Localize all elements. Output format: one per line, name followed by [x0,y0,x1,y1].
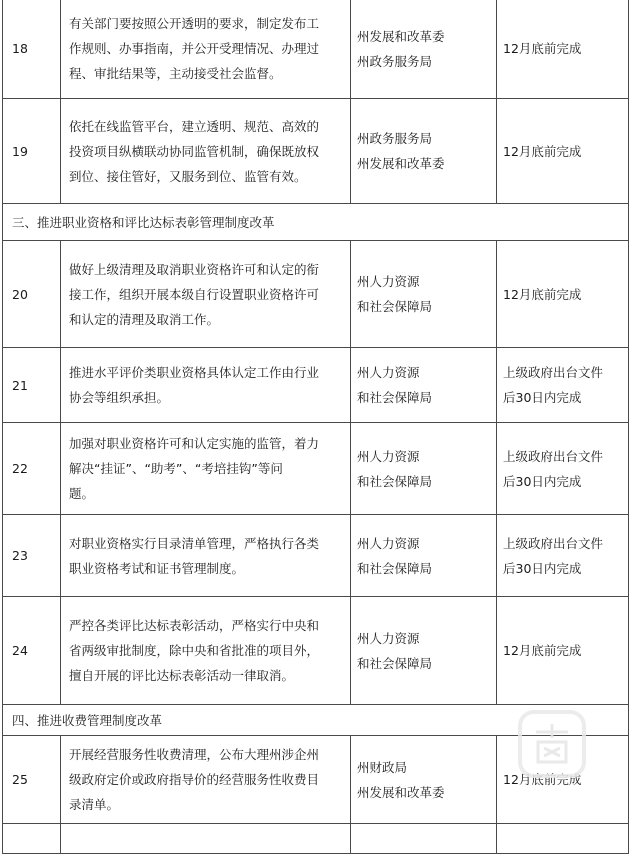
row-number: 21 [3,348,61,423]
task-cell [61,597,351,705]
responsible-dept-cell [351,515,497,597]
task-cell [61,348,351,423]
deadline-line: 上级政府出台文件 [503,365,604,380]
table-row [3,0,629,99]
watermark-logo-icon [516,708,588,780]
task-line: 录清单。 [69,797,120,812]
deadline-line: 12月底前完成 [503,41,582,56]
deadline-cell [497,348,629,423]
dept-line: 州发展和改革委 [357,28,445,44]
task-line: 题。 [69,486,95,501]
task-line: 做好上级清理及取消职业资格许可和认定的衔 [69,261,320,277]
deadline-line: 12月底前完成 [503,286,582,302]
empty-cell [497,824,629,854]
task-cell [61,99,351,204]
row-number: 19 [3,99,61,204]
row-number: 22 [3,423,61,515]
task-cell [61,423,351,515]
dept-line: 和社会保障局 [357,299,433,314]
row-number: 23 [3,515,61,597]
deadline-line: 12月底前完成 [503,772,582,787]
dept-line: 和社会保障局 [357,655,433,671]
deadline-cell [497,423,629,515]
task-line: 有关部门要按照公开透明的要求，制定发布工 [69,16,320,31]
dept-line: 和社会保障局 [357,473,433,489]
table-row-partial [3,824,629,854]
empty-cell [61,824,351,854]
task-line: 职业资格考试和证书管理制度。 [69,560,245,576]
dept-line: 州发展和改革委 [357,784,445,800]
task-line: 依托在线监管平台，建立透明、规范、高效的 [69,118,320,134]
deadline-line: 上级政府出台文件 [503,535,604,551]
table-row [3,423,629,515]
task-cell [61,736,351,824]
row-number: 20 [3,241,61,348]
task-line: 对职业资格实行目录清单管理，严格执行各类 [69,535,320,551]
task-cell [61,241,351,348]
task-line: 推进水平评价类职业资格具体认定工作由行业 [69,365,320,380]
task-line: 级政府定价或政府指导价的经营服务性收费目 [69,772,320,787]
section-title: 三、推进职业资格和评比达标表彰管理制度改革 [3,204,629,241]
task-line: 程、审批结果等，主动接受社会监督。 [69,66,282,81]
deadline-cell [497,597,629,705]
dept-line: 州人力资源 [357,630,420,646]
deadline-line: 12月底前完成 [503,143,582,159]
responsible-dept-cell [351,241,497,348]
responsible-dept-cell [351,348,497,423]
row-number: 25 [3,736,61,824]
task-line: 严控各类评比达标表彰活动，严格实行中央和 [69,618,320,633]
section-title: 四、推进收费管理制度改革 [3,705,629,736]
dept-line: 州人力资源 [357,274,420,289]
dept-line: 和社会保障局 [357,390,433,405]
deadline-line: 12月底前完成 [503,643,582,658]
table-row [3,241,629,348]
deadline-cell [497,0,629,99]
dept-line: 州人力资源 [357,535,420,551]
row-number: 24 [3,597,61,705]
table-row [3,348,629,423]
dept-line: 州财政局 [357,759,408,775]
deadline-line: 后30日内完成 [503,390,582,405]
deadline-cell [497,241,629,348]
task-line: 协会等组织承担。 [69,390,170,405]
table-row [3,597,629,705]
responsible-dept-cell [351,736,497,824]
task-line: 作规则、办事指南，并公开受理情况、办理过 [69,41,320,56]
deadline-cell [497,99,629,204]
responsible-dept-cell [351,99,497,204]
responsible-dept-cell [351,0,497,99]
task-line: 到位、接住管好，又服务到位、监管有效。 [69,168,307,184]
row-number: 18 [3,0,61,99]
table-row [3,515,629,597]
dept-line: 州发展和改革委 [357,156,445,171]
deadline-line: 后30日内完成 [503,473,582,489]
deadline-line: 后30日内完成 [503,560,582,576]
task-line: 投资项目纵横联动协同监管机制，确保既放权 [69,143,320,159]
responsible-dept-cell [351,423,497,515]
task-line: 擅自开展的评比达标表彰活动一律取消。 [69,668,295,683]
responsible-dept-cell [351,597,497,705]
empty-cell [351,824,497,854]
task-line: 和认定的清理及取消工作。 [69,311,220,327]
deadline-line: 上级政府出台文件 [503,448,604,464]
deadline-cell [497,515,629,597]
task-line: 接工作，组织开展本级自行设置职业资格许可 [69,286,320,302]
table-row [3,99,629,204]
empty-cell [3,824,61,854]
task-line: 省两级审批制度，除中央和省批准的项目外， [69,643,320,658]
dept-line: 州政务服务局 [357,131,433,146]
task-line: 加强对职业资格许可和认定实施的监管，着力 [69,436,320,451]
dept-line: 和社会保障局 [357,560,433,576]
task-cell [61,0,351,99]
dept-line: 州政务服务局 [357,53,433,69]
task-line: 解决“挂证”、“助考”、“考培挂钩”等问 [69,461,283,476]
dept-line: 州人力资源 [357,365,420,380]
task-cell [61,515,351,597]
section-header-row [3,204,629,241]
task-line: 开展经营服务性收费清理，公布大理州涉企州 [69,747,320,762]
dept-line: 州人力资源 [357,448,420,464]
